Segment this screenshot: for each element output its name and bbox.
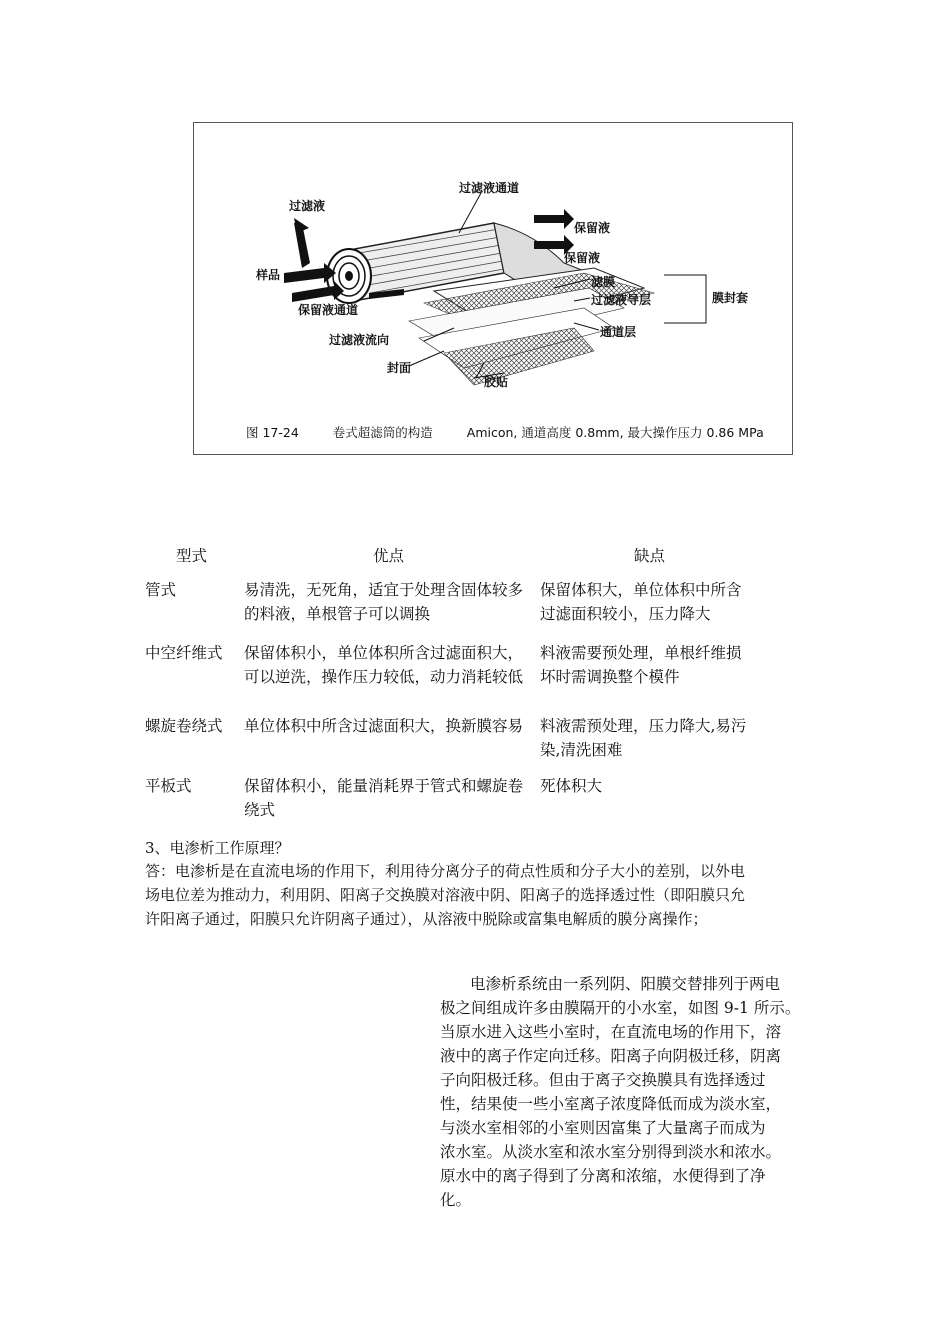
row-type: 平板式 <box>145 777 192 795</box>
row-pros-line: 保留体积小，能量消耗界于管式和螺旋卷 <box>244 777 524 795</box>
label-filtrate-channel: 过滤液通道 <box>459 181 520 195</box>
caption-number: 图 17-24 <box>246 425 299 440</box>
label-seal: 封面 <box>387 361 412 375</box>
paragraph-line: 液中的离子作定向迁移。阳离子向阴极迁移，阴离 <box>440 1047 782 1065</box>
paragraph-line: 化。 <box>440 1191 472 1209</box>
paragraph-line: 当原水进入这些小室时，在直流电场的作用下，溶 <box>440 1023 782 1041</box>
row-pros-line: 的料液，单根管子可以调换 <box>244 605 431 623</box>
row-cons-line: 料液需预处理，压力降大,易污 <box>540 717 747 735</box>
figure-caption <box>246 423 764 441</box>
row-cons-line: 死体积大 <box>540 777 603 795</box>
label-retentate: 保留液 <box>574 221 611 235</box>
row-type: 螺旋卷绕式 <box>145 717 223 735</box>
row-type: 管式 <box>145 581 177 599</box>
paragraph-line: 子向阳极迁移。但由于离子交换膜具有选择透过 <box>440 1071 766 1089</box>
answer-line: 许阳离子通过，阳膜只允许阴离子通过），从溶液中脱除或富集电解质的膜分离操作； <box>145 910 708 928</box>
caption-description: Amicon, 通道高度 0.8mm, 最大操作压力 0.86 MPa <box>466 425 764 440</box>
row-pros-line: 单位体积中所含过滤面积大，换新膜容易 <box>244 717 524 735</box>
label-filtrate: 过滤液 <box>289 199 326 213</box>
label-retentate-channel: 保留液通道 <box>298 303 359 317</box>
row-pros-line: 保留体积小，单位体积所含过滤面积大， <box>244 644 524 662</box>
paragraph-line: 极之间组成许多由膜隔开的小水室，如图 9-1 所示。 <box>440 999 801 1017</box>
paragraph-line: 原水中的离子得到了分离和浓缩，水便得到了净 <box>440 1167 766 1185</box>
paragraph-line: 电渗析系统由一系列阴、阳膜交替排列于两电 <box>470 975 781 993</box>
caption-title: 卷式超滤筒的构造 <box>332 425 433 440</box>
row-pros-line: 绕式 <box>244 801 276 819</box>
question-title: 3、电渗析工作原理？ <box>145 839 290 857</box>
paragraph-line: 浓水室。从淡水室和浓水室分别得到淡水和浓水。 <box>440 1143 782 1161</box>
row-type: 中空纤维式 <box>145 644 223 662</box>
header-pros: 优点 <box>373 547 405 565</box>
spiral-module-diagram <box>194 123 792 454</box>
row-pros-line: 易清洗，无死角，适宜于处理含固体较多 <box>244 581 524 599</box>
label-membrane-sleeve: 膜封套 <box>712 291 749 305</box>
row-cons-line: 染,清洗困难 <box>540 741 623 759</box>
label-membrane: 滤膜 <box>591 275 616 289</box>
header-type: 型式 <box>176 547 208 565</box>
label-channel-layer: 通道层 <box>600 325 637 339</box>
paragraph-line: 与淡水室相邻的小室则因富集了大量离子而成为 <box>440 1119 766 1137</box>
label-glue: 胶贴 <box>484 375 509 389</box>
label-filtrate-guide: 过滤液导层 <box>591 293 652 307</box>
label-filtrate-flow: 过滤液流向 <box>329 333 390 347</box>
row-cons-line: 保留体积大，单位体积中所含 <box>540 581 742 599</box>
label-retentate-2: 保留液 <box>564 251 601 265</box>
row-cons-line: 料液需要预处理，单根纤维损 <box>540 644 742 662</box>
answer-line: 答：电渗析是在直流电场的作用下，利用待分离分子的荷点性质和分子大小的差别，以外电 <box>145 862 746 880</box>
answer-line: 场电位差为推动力，利用阴、阳离子交换膜对溶液中阴、阳离子的选择透过性（即阳膜只允 <box>145 886 746 904</box>
row-pros-line: 可以逆洗，操作压力较低，动力消耗较低 <box>244 668 524 686</box>
label-sample: 样品 <box>256 268 281 282</box>
row-cons-line: 过滤面积较小，压力降大 <box>540 605 711 623</box>
paragraph-line: 性，结果使一些小室离子浓度降低而成为淡水室， <box>440 1095 782 1113</box>
row-cons-line: 坏时需调换整个模件 <box>540 668 680 686</box>
header-cons: 缺点 <box>634 547 666 565</box>
figure-spiral-module <box>193 122 793 455</box>
